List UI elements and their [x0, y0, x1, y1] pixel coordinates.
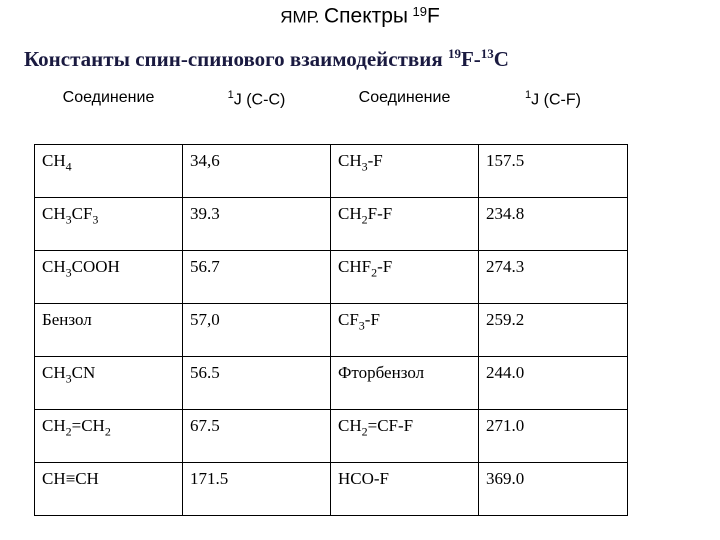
cell-text: 34,6: [190, 151, 220, 170]
cell-text: CH: [338, 151, 362, 170]
table-row: [35, 463, 628, 516]
cell-text: CN: [71, 363, 96, 382]
cell-text: -F: [367, 151, 383, 170]
cell-text: CF: [338, 310, 359, 329]
cell-text: F-F: [367, 204, 393, 223]
column-header-sup: 1: [525, 89, 532, 101]
table-cell: [331, 357, 479, 410]
cell-text: -F: [364, 310, 380, 329]
cell-text: COOH: [71, 257, 120, 276]
cell-text: 171.5: [190, 469, 229, 488]
table-cell: [479, 198, 628, 251]
formula-subscript: 3: [65, 265, 72, 280]
title-f-mass: 19: [447, 46, 461, 61]
column-header-sup: 1: [227, 89, 234, 101]
cell-text: CF: [71, 204, 93, 223]
table-body: [35, 145, 628, 516]
table-cell: [35, 410, 183, 463]
title-text: Константы спин-спинового взаимодействия: [24, 47, 443, 71]
table-cell: [183, 463, 331, 516]
table-cell: [183, 410, 331, 463]
formula-subscript: 3: [361, 159, 368, 174]
formula-subscript: 4: [65, 159, 72, 174]
table-row: [35, 410, 628, 463]
cell-text: CH: [42, 204, 66, 223]
table-cell: [35, 463, 183, 516]
formula-subscript: 2: [65, 424, 72, 439]
formula-subscript: 3: [358, 318, 365, 333]
cell-text: 274.3: [486, 257, 525, 276]
table-header-row: [35, 80, 628, 145]
cell-text: =CF-F: [367, 416, 414, 435]
table-cell: [331, 198, 479, 251]
cell-text: =CH: [71, 416, 105, 435]
cell-text: CH: [42, 257, 66, 276]
cell-text: CH: [42, 416, 66, 435]
cell-text: 57,0: [190, 310, 220, 329]
header-main: Спектры: [323, 4, 409, 28]
cell-text: 56.7: [190, 257, 220, 276]
formula-subscript: 2: [104, 424, 111, 439]
table-cell: [331, 410, 479, 463]
cell-text: 67.5: [190, 416, 220, 435]
table-cell: [35, 304, 183, 357]
table-cell: [35, 145, 183, 198]
table-cell: [331, 304, 479, 357]
cell-text: 271.0: [486, 416, 525, 435]
cell-text: 234.8: [486, 204, 525, 223]
column-header-label: Соединение: [62, 89, 155, 106]
header-prefix: ЯМР.: [280, 7, 320, 27]
table-cell: [479, 145, 628, 198]
formula-subscript: 3: [65, 371, 72, 386]
title-c-symbol: C: [493, 47, 509, 71]
cell-text: CH: [42, 363, 66, 382]
cell-text: CH: [338, 416, 362, 435]
table-cell: [331, 463, 479, 516]
header-nucleus-symbol: F: [426, 4, 440, 28]
header-nucleus-mass: 19: [412, 4, 427, 19]
table-cell: [183, 304, 331, 357]
coupling-constants-table: [34, 80, 628, 516]
title-c-mass: 13: [480, 46, 494, 61]
cell-text: HCO-F: [338, 469, 390, 488]
table-cell: [479, 251, 628, 304]
table-cell: [479, 357, 628, 410]
column-header: [35, 80, 183, 145]
page-header: [0, 4, 720, 28]
cell-text: 39.3: [190, 204, 220, 223]
column-header-label: J (C-F): [531, 91, 581, 109]
table-row: [35, 304, 628, 357]
cell-text: CH: [338, 204, 362, 223]
table-row: [35, 357, 628, 410]
column-header: [331, 80, 479, 145]
column-header: [479, 80, 628, 145]
table-cell: [331, 145, 479, 198]
cell-text: CH≡CH: [42, 469, 99, 488]
table-cell: [479, 410, 628, 463]
cell-text: Фторбензол: [338, 363, 425, 382]
cell-text: 244.0: [486, 363, 525, 382]
cell-text: Бензол: [42, 310, 92, 329]
cell-text: 259.2: [486, 310, 525, 329]
column-header: [183, 80, 331, 145]
table-cell: [479, 463, 628, 516]
cell-text: 56.5: [190, 363, 220, 382]
column-header-label: J (C-C): [233, 91, 286, 109]
cell-text: CH: [42, 151, 66, 170]
table-cell: [183, 145, 331, 198]
table-cell: [35, 251, 183, 304]
formula-subscript: 2: [371, 265, 378, 280]
formula-subscript: 3: [65, 212, 72, 227]
cell-text: 157.5: [486, 151, 525, 170]
table-row: [35, 251, 628, 304]
column-header-label: Соединение: [358, 89, 451, 106]
table-row: [35, 198, 628, 251]
table-row: [35, 145, 628, 198]
page-title: [24, 46, 509, 72]
table-cell: [35, 198, 183, 251]
table-cell: [183, 357, 331, 410]
cell-text: -F: [377, 257, 393, 276]
table-cell: [331, 251, 479, 304]
table-cell: [183, 251, 331, 304]
table-cell: [35, 357, 183, 410]
formula-subscript: 3: [92, 212, 99, 227]
table-cell: [479, 304, 628, 357]
cell-text: CHF: [338, 257, 372, 276]
cell-text: 369.0: [486, 469, 525, 488]
formula-subscript: 2: [361, 212, 368, 227]
table-cell: [183, 198, 331, 251]
formula-subscript: 2: [361, 424, 368, 439]
title-f-symbol: F-: [460, 47, 481, 71]
